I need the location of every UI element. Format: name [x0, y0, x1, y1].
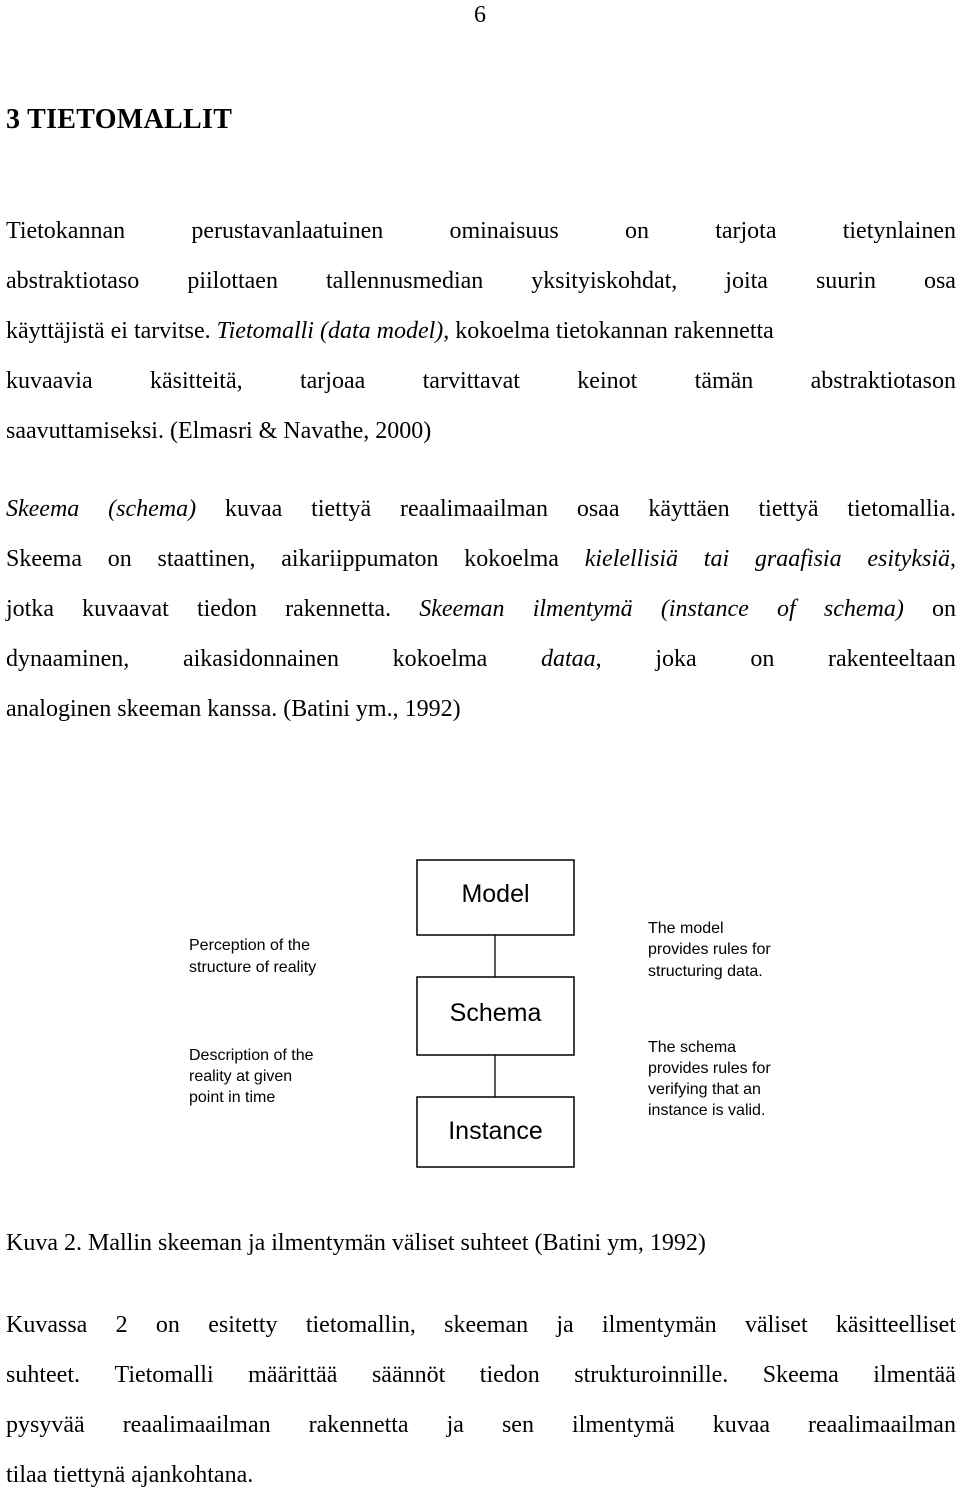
- word: piilottaen: [187, 268, 278, 294]
- word: abstraktiotaso: [6, 268, 140, 294]
- paragraph-intro: [6, 206, 956, 456]
- paragraph-line: [6, 584, 956, 634]
- model-label: Model: [461, 880, 530, 908]
- word: rakenteeltaan: [828, 646, 956, 672]
- word: 2: [115, 1312, 128, 1338]
- word: dataa,: [540, 646, 602, 672]
- note-line: Perception of the: [189, 937, 310, 954]
- note-line: verifying that an: [648, 1081, 761, 1098]
- word: dataa: [540, 646, 596, 672]
- word: tiedon: [479, 1362, 540, 1388]
- paragraph-line: [6, 1400, 956, 1450]
- note-line: The model: [648, 920, 724, 937]
- note-line: structure of reality: [189, 959, 317, 976]
- text-run: , kokoelma tietokannan rakennetta: [443, 318, 774, 344]
- term-schema: Skeema (schema): [6, 496, 197, 522]
- note-schema-rules: [648, 1039, 771, 1119]
- word: käsitteitä,: [149, 368, 243, 394]
- paragraph-line: [6, 484, 956, 534]
- note-line: reality at given: [189, 1068, 293, 1085]
- paragraph-line: [6, 256, 956, 306]
- model-schema-instance-diagram: [180, 855, 800, 1175]
- word: kuvaa: [712, 1412, 770, 1438]
- word: joita: [725, 268, 768, 294]
- word: esitetty: [208, 1312, 278, 1338]
- term-schema-instance: Skeeman ilmentymä (instance of schema): [419, 596, 904, 622]
- word: tarjota: [715, 218, 777, 244]
- word: tämän: [694, 368, 754, 394]
- word: tarvittavat: [422, 368, 520, 394]
- word: Tietokannan: [6, 218, 126, 244]
- note-line: provides rules for: [648, 1060, 771, 1077]
- word: ja: [446, 1412, 464, 1438]
- word: sen: [501, 1412, 534, 1438]
- figure-caption: Kuva 2. Mallin skeeman ja ilmentymän väliset suhteet (Batini ym, 1992): [6, 1230, 706, 1256]
- text-run: on: [903, 596, 957, 622]
- paragraph-line: [6, 206, 956, 256]
- word: käsitteelliset: [835, 1312, 956, 1338]
- term-data-model: Tietomalli (data model): [216, 318, 444, 344]
- word: aikasidonnainen: [182, 646, 339, 672]
- text-run: jotka kuvaavat tiedon rakennetta.: [6, 596, 420, 622]
- word: ilmentää: [873, 1362, 956, 1388]
- word: ominaisuus: [449, 218, 559, 244]
- paragraph-schema: [6, 484, 956, 734]
- schema-label: Schema: [449, 999, 542, 1027]
- paragraph-line: [6, 534, 956, 584]
- note-description: [189, 1047, 314, 1106]
- text-run: kuvaa tiettyä reaalimaailman osaa käyttäen tiettyä tietomallia.: [196, 496, 956, 522]
- note-line: structuring data.: [648, 963, 763, 980]
- paragraph-summary: [6, 1300, 956, 1500]
- word: suurin: [815, 268, 876, 294]
- word: tietynlainen: [842, 218, 956, 244]
- word: Tietomalli: [114, 1362, 214, 1388]
- word: kokoelma: [392, 646, 488, 672]
- paragraph-line: [6, 356, 956, 406]
- paragraph-line: [6, 1300, 956, 1350]
- paragraph-line: saavuttamiseksi. (Elmasri & Navathe, 2000): [6, 418, 432, 444]
- note-model-rules: [648, 920, 771, 980]
- word: väliset: [744, 1312, 808, 1338]
- word: keinot: [577, 368, 638, 394]
- word: tietomallin,: [305, 1312, 416, 1338]
- word: abstraktiotason: [810, 368, 956, 394]
- word: määrittää: [248, 1362, 338, 1388]
- word: skeeman: [444, 1312, 529, 1338]
- word: pysyvää: [6, 1412, 85, 1438]
- term-representations: kielellisiä tai graafisia esityksiä: [584, 546, 950, 572]
- word: ilmentymä: [572, 1412, 675, 1438]
- note-line: provides rules for: [648, 941, 771, 958]
- word: strukturoinnille.: [574, 1362, 729, 1388]
- text-run: käyttäjistä ei tarvitse.: [6, 318, 217, 344]
- word: joka: [655, 646, 697, 672]
- paragraph-line: analoginen skeeman kanssa. (Batini ym., 1992): [6, 696, 461, 722]
- word: on: [750, 646, 775, 672]
- word: yksityiskohdat,: [531, 268, 678, 294]
- word: on: [624, 218, 649, 244]
- word: Kuvassa: [6, 1312, 88, 1338]
- word: rakennetta: [308, 1412, 409, 1438]
- word: dynaaminen,: [6, 646, 130, 672]
- paragraph-line: [6, 306, 956, 356]
- word: ja: [556, 1312, 574, 1338]
- paragraph-line: [6, 634, 956, 684]
- instance-label: Instance: [448, 1117, 543, 1145]
- word: tarjoaa: [299, 368, 366, 394]
- word: reaalimaailman: [808, 1412, 956, 1438]
- word: ilmentymän: [602, 1312, 717, 1338]
- note-line: Description of the: [189, 1047, 314, 1064]
- word: Skeema: [762, 1362, 839, 1388]
- word: säännöt: [371, 1362, 446, 1388]
- note-line: instance is valid.: [648, 1102, 766, 1119]
- word: reaalimaailman: [122, 1412, 271, 1438]
- note-line: point in time: [189, 1089, 276, 1106]
- page-number: 6: [474, 2, 486, 28]
- paragraph-line: tilaa tiettynä ajankohtana.: [6, 1462, 254, 1488]
- paragraph-line: [6, 1350, 956, 1400]
- section-heading: 3 TIETOMALLIT: [6, 104, 233, 135]
- text-run: Skeema on staattinen, aikariippumaton kokoelma: [6, 546, 585, 572]
- text-run: ,: [950, 546, 956, 572]
- note-perception: [189, 937, 316, 976]
- note-line: The schema: [648, 1039, 737, 1056]
- word: on: [155, 1312, 180, 1338]
- word: tallennusmedian: [325, 268, 484, 294]
- word: kuvaavia: [6, 368, 93, 394]
- word: suhteet.: [6, 1362, 80, 1388]
- word: osa: [923, 268, 956, 294]
- word: perustavanlaatuinen: [191, 218, 384, 244]
